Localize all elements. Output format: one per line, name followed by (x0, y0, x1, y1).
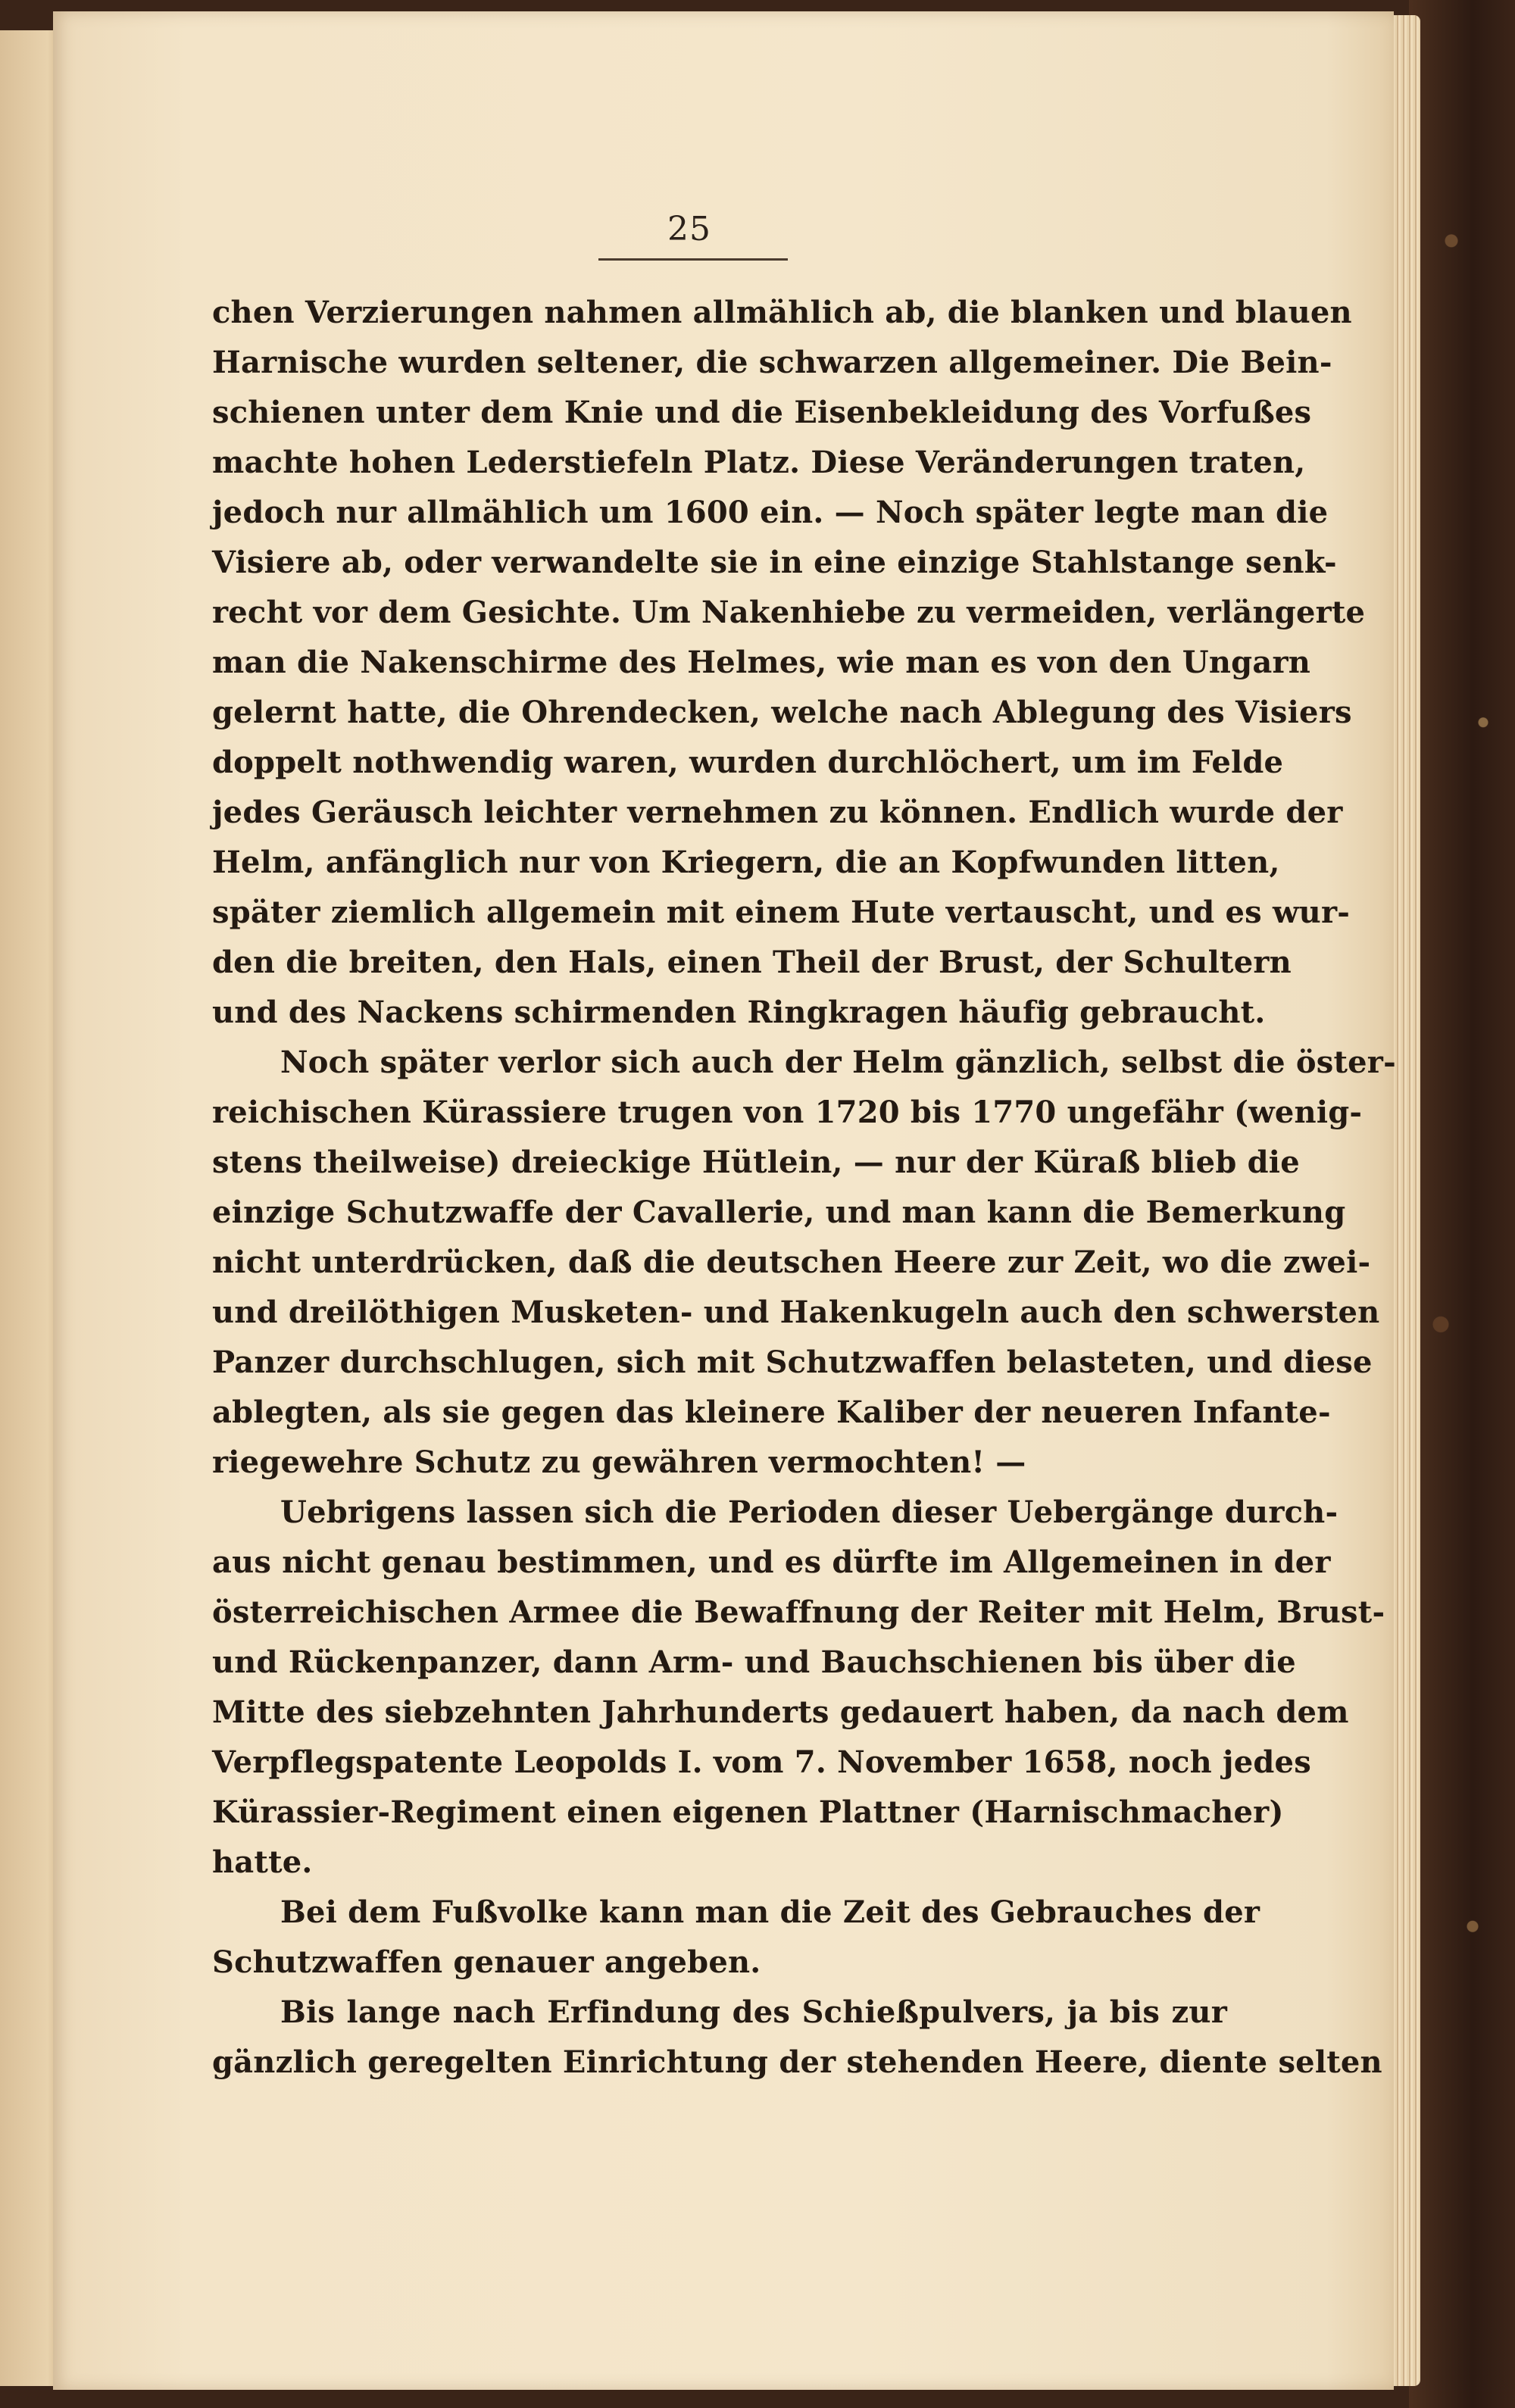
text-line: und Rückenpanzer, dann Arm- und Bauchschienen bis über die (212, 1644, 1296, 1680)
text-line: riegewehre Schutz zu gewähren vermochten! — (212, 1444, 1026, 1480)
text-line: Bei dem Fußvolke kann man die Zeit des Gebrauches der (280, 1894, 1260, 1930)
text-line: den die breiten, den Hals, einen Theil der Brust, der Schultern (212, 945, 1292, 980)
page-number: 25 (667, 210, 711, 248)
text-line: und dreilöthigen Musketen- und Hakenkugeln auch den schwersten (212, 1295, 1380, 1330)
text-line: und des Nackens schirmenden Ringkragen häufig gebraucht. (212, 995, 1266, 1030)
book-page (53, 11, 1394, 2390)
text-line: Harnische wurden seltener, die schwarzen allgemeiner. Die Bein- (212, 345, 1332, 380)
text-line: doppelt nothwendig waren, wurden durchlöchert, um im Felde (212, 745, 1284, 780)
header-rule (598, 258, 788, 261)
text-line: recht vor dem Gesichte. Um Nakenhiebe zu vermeiden, verlängerte (212, 595, 1366, 630)
book-cover-edge (1409, 0, 1515, 2408)
text-line: Panzer durchschlugen, sich mit Schutzwaffen belasteten, und diese (212, 1345, 1373, 1380)
text-line: Uebrigens lassen sich die Perioden dieser Uebergänge durch- (280, 1494, 1339, 1530)
text-line: Schutzwaffen genauer angeben. (212, 1944, 761, 1980)
text-line: chen Verzierungen nahmen allmählich ab, die blanken und blauen (212, 295, 1352, 330)
text-line: Verpflegspatente Leopolds I. vom 7. November 1658, noch jedes (212, 1744, 1311, 1780)
text-line: hatte. (212, 1844, 313, 1880)
text-line: jedoch nur allmählich um 1600 ein. — Noch später legte man die (212, 495, 1329, 530)
text-line: jedes Geräusch leichter vernehmen zu können. Endlich wurde der (212, 795, 1343, 830)
text-line: schienen unter dem Knie und die Eisenbekleidung des Vorfußes (212, 395, 1312, 430)
body-text (212, 288, 1396, 2088)
text-line: aus nicht genau bestimmen, und es dürfte im Allgemeinen in der (212, 1544, 1331, 1580)
text-line: stens theilweise) dreieckige Hütlein, — nur der Küraß blieb die (212, 1145, 1300, 1180)
text-line: Noch später verlor sich auch der Helm gänzlich, selbst die öster- (280, 1045, 1396, 1080)
text-line: nicht unterdrücken, daß die deutschen Heere zur Zeit, wo die zwei- (212, 1245, 1371, 1280)
text-line: reichischen Kürassiere trugen von 1720 bis 1770 ungefähr (wenig- (212, 1095, 1363, 1130)
text-line: später ziemlich allgemein mit einem Hute vertauscht, und es wur- (212, 895, 1351, 930)
text-line: ablegten, als sie gegen das kleinere Kaliber der neueren Infante- (212, 1395, 1331, 1430)
text-line: Bis lange nach Erfindung des Schießpulvers, ja bis zur (280, 1994, 1227, 2030)
text-line: Visiere ab, oder verwandelte sie in eine einzige Stahlstange senk- (212, 545, 1337, 580)
text-line: Kürassier-Regiment einen eigenen Plattner (Harnischmacher) (212, 1794, 1284, 1830)
text-line: man die Nakenschirme des Helmes, wie man es von den Ungarn (212, 645, 1310, 680)
text-line: einzige Schutzwaffe der Cavallerie, und man kann die Bemerkung (212, 1195, 1346, 1230)
text-line: österreichischen Armee die Bewaffnung der Reiter mit Helm, Brust- (212, 1594, 1385, 1630)
text-line: gelernt hatte, die Ohrendecken, welche nach Ablegung des Visiers (212, 695, 1352, 730)
text-line: Mitte des siebzehnten Jahrhunderts gedauert haben, da nach dem (212, 1694, 1349, 1730)
text-line: gänzlich geregelten Einrichtung der stehenden Heere, diente selten (212, 2044, 1382, 2080)
text-line: machte hohen Lederstiefeln Platz. Diese Veränderungen traten, (212, 445, 1306, 480)
text-line: Helm, anfänglich nur von Kriegern, die an Kopfwunden litten, (212, 845, 1280, 880)
